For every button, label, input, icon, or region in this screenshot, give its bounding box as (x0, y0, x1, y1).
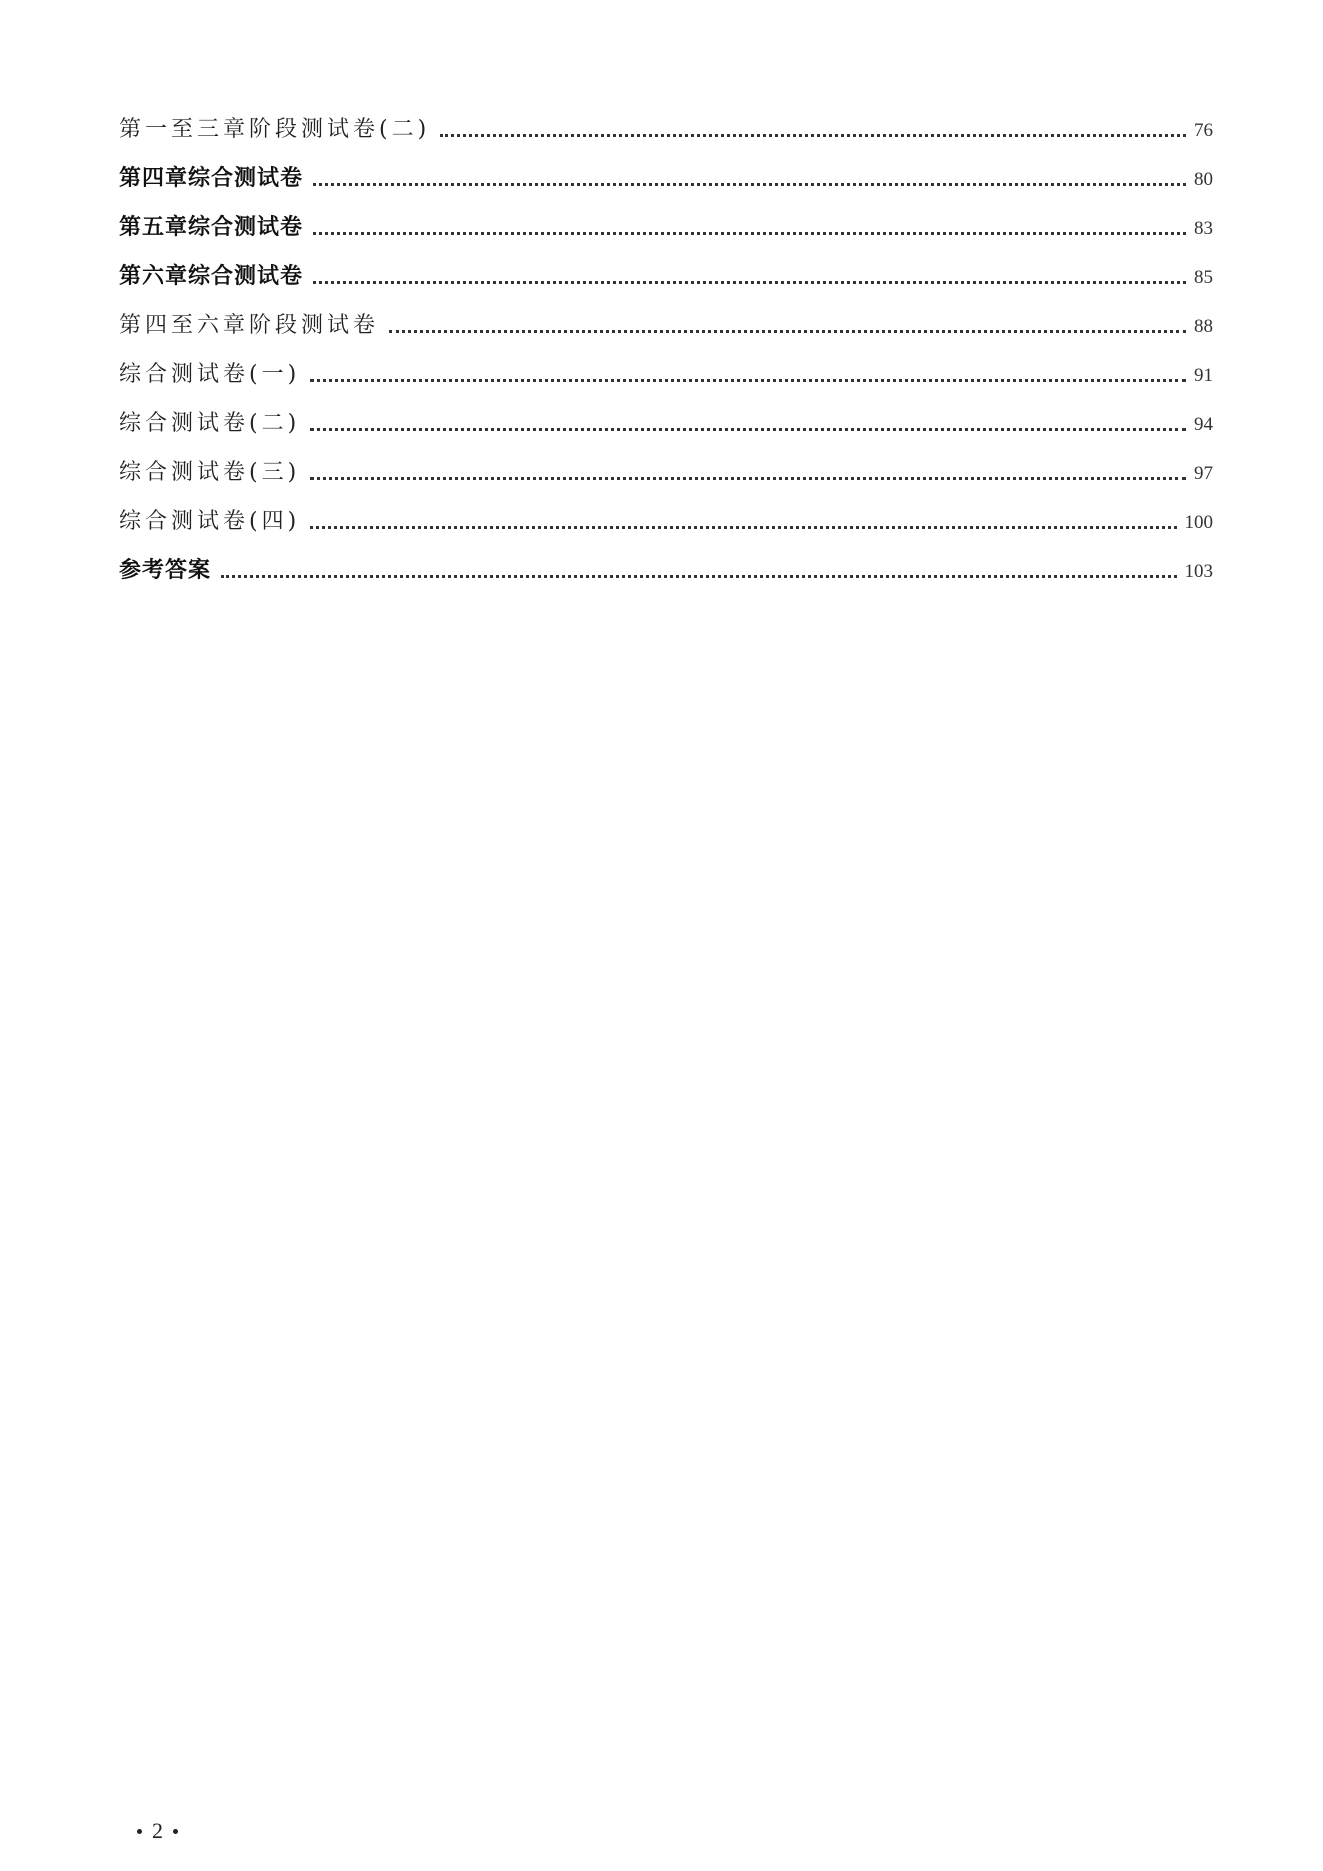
toc-entry-page: 91 (1194, 365, 1213, 386)
toc-entry[interactable] (119, 399, 1213, 448)
table-of-contents (119, 105, 1213, 595)
toc-entry[interactable] (119, 203, 1213, 252)
toc-entry-page: 76 (1194, 120, 1213, 141)
toc-entry-title: 第五章综合测试卷 (119, 215, 304, 240)
toc-entry-page: 83 (1194, 218, 1213, 239)
toc-entry-title: 第一至三章阶段测试卷(二) (119, 117, 431, 142)
toc-entry[interactable] (119, 546, 1213, 595)
dot-leader (310, 379, 1186, 382)
toc-entry-title: 综合测试卷(二) (119, 411, 301, 436)
dot-leader (221, 575, 1176, 578)
toc-entry-title: 综合测试卷(三) (119, 460, 301, 485)
bullet-icon (173, 1829, 178, 1834)
page-footer (137, 1818, 178, 1844)
toc-entry[interactable] (119, 105, 1213, 154)
dot-leader (310, 428, 1186, 431)
toc-entry-page: 80 (1194, 169, 1213, 190)
toc-entry-title: 参考答案 (119, 558, 212, 583)
toc-entry-title: 第四至六章阶段测试卷 (119, 313, 380, 338)
toc-entry[interactable] (119, 448, 1213, 497)
dot-leader (310, 477, 1186, 480)
dot-leader (310, 526, 1176, 529)
toc-entry[interactable] (119, 301, 1213, 350)
toc-entry[interactable] (119, 154, 1213, 203)
toc-entry[interactable] (119, 497, 1213, 546)
bullet-icon (137, 1829, 142, 1834)
toc-entry-page: 100 (1184, 512, 1213, 533)
toc-entry-title: 综合测试卷(四) (119, 509, 301, 534)
toc-entry[interactable] (119, 350, 1213, 399)
dot-leader (440, 134, 1186, 137)
toc-entry[interactable] (119, 252, 1213, 301)
dot-leader (313, 232, 1186, 235)
toc-entry-title: 第六章综合测试卷 (119, 264, 304, 289)
toc-entry-page: 88 (1194, 316, 1213, 337)
toc-entry-page: 85 (1194, 267, 1213, 288)
toc-entry-title: 综合测试卷(一) (119, 362, 301, 387)
dot-leader (313, 183, 1186, 186)
toc-entry-page: 94 (1194, 414, 1213, 435)
toc-entry-page: 103 (1184, 561, 1213, 582)
toc-entry-title: 第四章综合测试卷 (119, 166, 304, 191)
dot-leader (389, 330, 1186, 333)
toc-entry-page: 97 (1194, 463, 1213, 484)
dot-leader (313, 281, 1186, 284)
page-number: 2 (152, 1818, 163, 1843)
